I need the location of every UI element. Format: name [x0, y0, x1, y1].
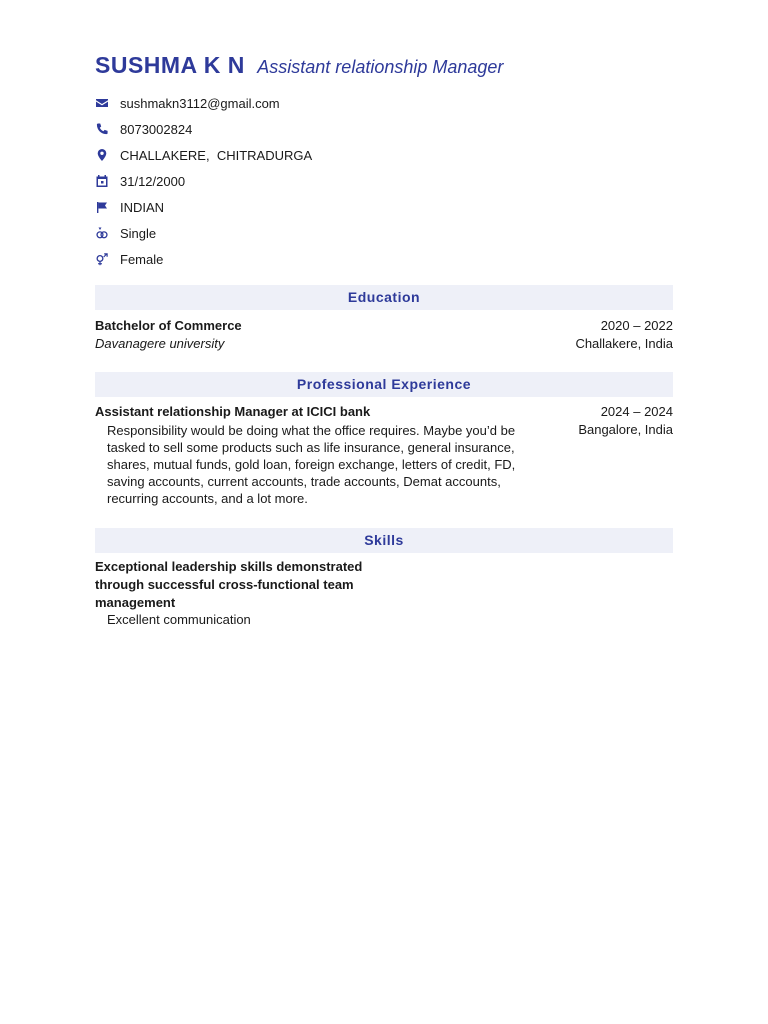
experience-description-line: saving accounts, current accounts, trade accounts, Demat accounts,	[107, 474, 501, 489]
contact-email-text[interactable]: sushmakn3112@gmail.com	[120, 95, 280, 111]
skill-item: Excellent communication	[107, 612, 251, 627]
contact-marital-text: Single	[120, 225, 157, 241]
education-institution: Davanagere university	[95, 336, 225, 351]
experience-description-line: shares, mutual funds, gold loan, foreign exchange, letters of credit, FD,	[107, 457, 516, 472]
experience-dates: 2024 – 2024	[600, 404, 673, 419]
experience-location: Bangalore, India	[578, 422, 673, 437]
section-title-experience: Professional Experience	[95, 372, 673, 397]
rings-icon	[95, 226, 109, 240]
contact-phone-text: 8073002824	[120, 121, 193, 137]
contact-address-text: CHALLAKERE, CHITRADURGA	[120, 147, 313, 163]
contact-nationality-text: INDIAN	[120, 199, 165, 215]
contact-address	[95, 142, 312, 168]
contact-nationality	[95, 194, 312, 220]
education-degree: Batchelor of Commerce	[95, 318, 242, 333]
skill-title-line: management	[95, 595, 176, 610]
contact-list	[95, 90, 312, 272]
candidate-role: Assistant relationship Manager	[257, 57, 504, 77]
gender-icon	[95, 252, 109, 266]
education-location: Challakere, India	[575, 336, 673, 351]
experience-description-line: tasked to sell some products such as life insurance, general insurance,	[107, 440, 515, 455]
section-title-skills: Skills	[95, 528, 673, 553]
contact-phone	[95, 116, 312, 142]
phone-icon	[95, 122, 109, 136]
flag-icon	[95, 200, 109, 214]
section-title-education: Education	[95, 285, 673, 310]
candidate-name: SUSHMA K N	[95, 52, 245, 78]
contact-gender	[95, 246, 312, 272]
experience-position: Assistant relationship Manager at ICICI bank	[95, 404, 371, 419]
contact-marital-status	[95, 220, 312, 246]
location-pin-icon	[95, 148, 109, 162]
contact-gender-text: Female	[120, 251, 164, 267]
calendar-icon	[95, 174, 109, 188]
experience-description	[107, 422, 532, 507]
contact-email	[95, 90, 312, 116]
skill-title-line: through successful cross-functional team	[95, 577, 354, 592]
envelope-icon	[95, 96, 109, 110]
contact-dob-text: 31/12/2000	[120, 173, 186, 189]
experience-description-line: Responsibility would be doing what the office requires. Maybe you’d be	[107, 423, 516, 438]
experience-description-line: recurring accounts, and a lot more.	[107, 491, 308, 506]
contact-dob	[95, 168, 312, 194]
skill-title-line: Exceptional leadership skills demonstrated	[95, 559, 363, 574]
education-dates: 2020 – 2022	[600, 318, 673, 333]
resume-header	[95, 52, 503, 79]
skill-title	[95, 558, 380, 612]
